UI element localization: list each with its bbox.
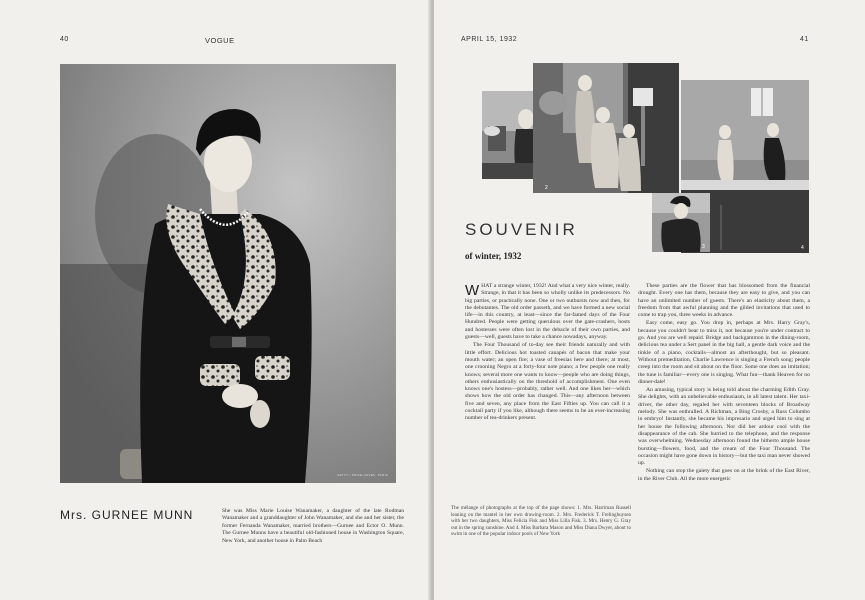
photo-credit: GETTY / PRIZE-HOVEK, PARIS — [336, 473, 388, 477]
paragraph-text: HAT a strange winter, 1932! And what a very nice winter, really. Strange, in that it has been so wholly unlike its predecessors. No big parties, or practically none. One or two outbursts now and then, for the debutantes. The old order passeth, and we have formed a new social life—in this country, at least—since the far-famed days of the Four Hundred. People were getting querulous over the gate-crashers, hosts and hostesses were often lost in the debacle of their own parties, and guests—well, guests have to take a chance nowadays, anyway. — [465, 283, 630, 341]
photo-mrs-gray — [652, 193, 710, 252]
photo-number-3: 3 — [702, 244, 705, 250]
left-page — [0, 0, 431, 600]
left-page-number: 40 — [60, 36, 69, 43]
magazine-title: VOGUE — [205, 36, 235, 45]
article-subtitle: of winter, 1932 — [465, 251, 522, 261]
paragraph: Easy come, easy go. You drop in, perhaps at Mrs. Harry Gray's, because you couldn't bear to miss it, not because you're under contract to go. And you are well repaid. Bridge and backgammon in the dining-room, delicious tea under a Sert panel in the big hall, a gentle dark voice and the tinkle of a piano, cocktails—almost an afterthought, but so pleasant. Without premeditation, Charlie Lawrence is singing a French song; people creep into the room and sit about on the floor. Some one does an imitation; the tune is familiar—every one is singing. What fun—thank Heaven for no dinner-date! — [638, 320, 810, 385]
paragraph: These parties are the flower that has blossomed from the financial drought. Every one has them, because they are easy to give, and you can have an unlimited number of guests. There's an elasticity about them, a freedom from that awful planning and the gilded invitations that used to come to trap you, three weeks in advance. — [638, 283, 810, 319]
photo-number-2: 2 — [545, 185, 548, 191]
article-headline: SOUVENIR — [465, 220, 578, 239]
photo-number-4: 4 — [801, 245, 804, 251]
article-column-1 — [465, 283, 630, 424]
article-column-2 — [638, 283, 810, 484]
photo-2-illustration — [533, 63, 679, 193]
right-page-number: 41 — [800, 36, 809, 43]
photo-mrs-frelinghuysen — [533, 63, 679, 193]
portrait-caption-title: Mrs. GURNEE MUNN — [60, 508, 194, 522]
portrait-photo — [60, 64, 396, 483]
portrait-caption-body: She was Miss Marie Louise Wanamaker, a daughter of the late Rodman Wanamaker and a granddaughter of John Wanamaker, and she and her sister, the former Fernanda Wanamaker, married brothers—Gurnee and Ector O. Munn. The Gurnee Munns have a beautiful old-fashioned house in Washington Square, New York, and another house in Palm Beach — [222, 508, 404, 544]
dropcap: W — [465, 282, 480, 299]
portrait-illustration — [60, 64, 396, 483]
paragraph — [465, 283, 630, 341]
issue-date: APRIL 15, 1932 — [461, 36, 518, 43]
paragraph: The Four Thousand of to-day see their friends naturally and with little effort. Delicious hot toasted canapés of bacon that make your mouth water; an open fire; a vase of freesias here and there; at most, one crooning Negro at a forty-four note piano; a few people one really knows; several more one wants to know—people who are doing things, others enthusiastically on the threshold of accomplishment. One even knows one's hostess—probably, rather well. And one likes her—which shows how the old order has changed. This—any afternoon between five and seven, any place from the East Fifties up. You can call it a cocktail party if you like, although there seems to be an ever-increasing number of tea-drinkers present. — [465, 342, 630, 422]
collage-caption: The mélange of photographs at the top of the page shows: 1. Mrs. Harriman Russell leaning on the mantel in her own drawing-room. 2. Mrs. Frederick T. Frelinghuysen with her two daughters, Miss Felicia Fisk and Miss Lilla Fisk. 3. Mrs. Henry G. Gray out in the spring sunshine. And 4. Miss Barbara Mason and Miss Diana Dwyer, about to swim in one of the popular indoor pools of New York — [451, 505, 631, 538]
paragraph: An amusing, typical story is being told about the charming Edith Gray. She delights, with an unbelievable enthusiasm, in all latest talent. Her taxi-driver, the other day, regaled her with seventeen blocks of Broadway melody. She was enthralled. A Richman, a Bing Crosby, a Russ Columbo in embryo! Instantly, she became his impresario and urged him to sing at her house the following afternoon. Nor did her ardour cool with the disappearance of the cab. She hurried to the telephone, and the response was overwhelming. Wednesday afternoon found the hitherto ample house bursting—flowers, food, and the cream of the Four Thousand. The occasion might have gone down in history—but the taxi man never showed up. — [638, 387, 810, 467]
paragraph: Nothing can stop the gaiety that goes on at the brink of the East River, in the River Club. All the more energetic — [638, 468, 810, 482]
